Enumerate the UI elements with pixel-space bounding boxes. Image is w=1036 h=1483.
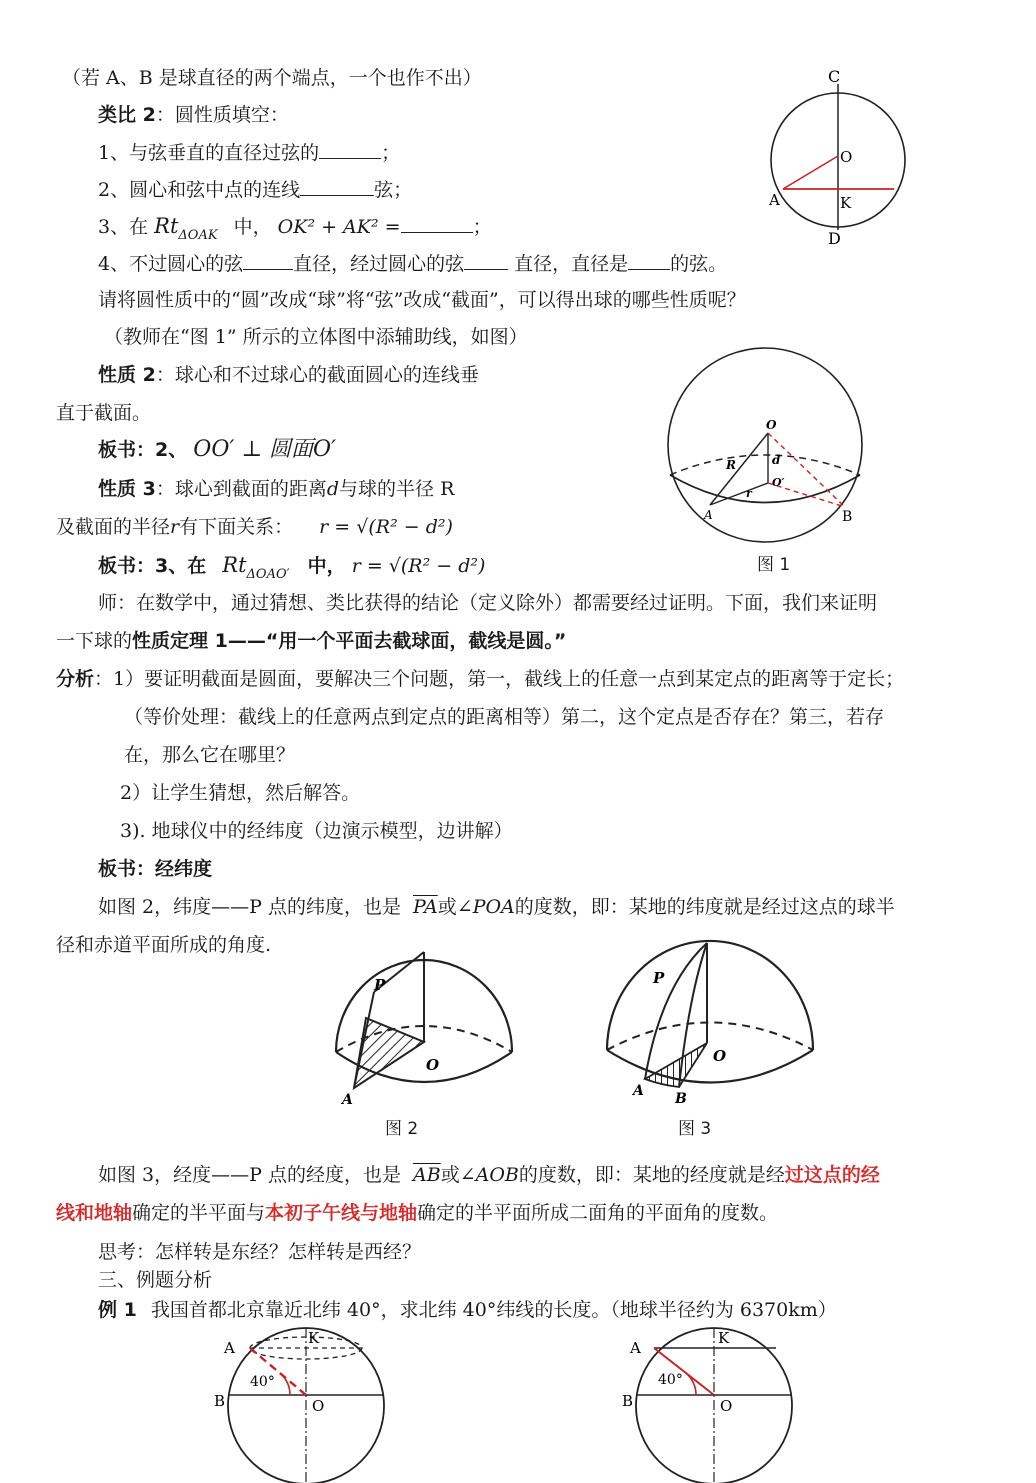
fig1-label-o: O [766,418,777,432]
blank-5[interactable] [464,249,508,270]
fill-item-3: 3、在 [98,216,149,238]
fig2-label-p: P [374,976,386,994]
property-3-label: 性质 3 [98,478,156,500]
label-d: D [828,229,841,248]
example-figure-left [210,1326,410,1483]
exr-angle: 40° [658,1372,683,1388]
distance-d: d [326,478,340,500]
fill-item-4c: 直径，直径是 [514,253,629,275]
label-a: A [769,191,780,209]
exr-label-o: O [720,1397,733,1415]
text-line-6 [98,249,727,278]
longitude-text-d: 确定的半平面与 [132,1202,266,1224]
text-line-24: 径和赤道平面所成的角度. [56,934,272,956]
text-line-26 [56,1199,778,1227]
exl-label-a: A [224,1339,235,1357]
blank-4[interactable] [243,249,293,270]
blank-3[interactable] [401,212,473,233]
fill-item-1: 1、与弦垂直的直径过弦的 [98,142,320,164]
analogy-2-text: ：圆性质填空： [155,104,289,126]
fill-item-4d: 的弦。 [670,253,728,275]
figure-3-hemisphere [595,935,820,1110]
fill-item-2: 2、圆心和弦中点的连线 [98,179,301,201]
angle-aob: ∠AOB [459,1164,519,1186]
property-2-text: ：球心和不过球心的截面圆心的连线垂 [155,364,479,386]
latitude-or: 或 [437,896,457,918]
analysis-label: 分析 [56,668,95,690]
figure-2-hemisphere [318,940,518,1115]
theorem-1: 性质定理 1——“用一个平面去截球面，截线是圆。” [132,630,567,652]
text-line-19: 在，那么它在哪里？ [124,744,296,766]
relation-text-a: 及截面的半径 [56,516,171,538]
board-3-mid: 中， [307,555,346,577]
example-figure-right [618,1326,818,1483]
text-line-4 [98,175,412,204]
longitude-text-a: 如图 3，经度——P 点的经度，也是 [98,1164,401,1186]
fill-item-4b: 直径，经过圆心的弦 [293,253,465,275]
fig1-label-b: B [842,509,853,525]
property-3-text-2: 与球的半径 R [339,478,455,500]
rt-subscript-2: ΔOAO′ [246,567,290,582]
fill-item-3-end: ； [472,216,492,238]
fill-item-4a: 4、不过圆心的弦 [98,253,244,275]
blank-6[interactable] [628,249,670,270]
fig3-label-p: P [653,969,665,987]
highlight-prime-meridian: 本初子午线与地轴 [265,1202,418,1224]
exr-label-a: A [630,1339,641,1357]
example-1-text: 我国首都北京靠近北纬 40°，求北纬 40°纬线的长度。（地球半径约为 6370km） [150,1299,837,1321]
fig1-label-r: r [746,487,752,500]
exl-angle: 40° [250,1374,275,1390]
fig2-label-o: O [426,1056,440,1074]
radius-formula-1: r = √(R² − d²) [319,516,453,538]
text-line-17 [56,665,904,693]
text-line-28: 三、例题分析 [98,1269,213,1291]
fig3-label-a: A [633,1083,644,1099]
figure-3-caption: 图 3 [678,1119,712,1139]
text-line-14 [98,551,485,583]
text-line-27: 思考：怎样转是东经？怎样转是西经？ [98,1241,422,1263]
text-line-13 [56,513,453,541]
longitude-text-e: 确定的半平面所成二面角的平面角的度数。 [417,1202,779,1224]
figure-1-caption: 图 1 [757,555,791,575]
text-line-9 [98,361,479,389]
text-line-18: （等价处理：截线上的任意两点到定点的距离相等）第二，这个定点是否存在？第三，若存 [124,706,885,728]
exr-label-k: K [718,1329,730,1347]
latitude-text-a: 如图 2，纬度——P 点的纬度，也是 [98,896,401,918]
text-line-23 [98,893,895,921]
arc-pa: $\overline{PA}$ [413,896,438,918]
circle-diagram [760,60,920,250]
latitude-text-c: 的度数，即：某地的纬度就是经过这点的球半 [514,896,895,918]
property-2-label: 性质 2 [98,364,156,386]
text-line-11 [98,436,336,464]
fig1-label-r-big: R [726,458,736,472]
text-line-29 [98,1296,837,1324]
text-line-12 [98,475,454,503]
longitude-or: 或 [440,1164,460,1186]
angle-poa: ∠POA [456,896,515,918]
longitude-text-c: 的度数，即：某地的经度就是经 [518,1164,785,1186]
label-k: K [840,194,852,212]
exl-label-b: B [214,1392,226,1410]
exl-label-k: K [308,1329,320,1347]
text-line-8: （教师在“图 1” 所示的立体图中添辅助线，如图） [104,326,528,348]
text-line-21: 3). 地球仪中的经纬度（边演示模型，边讲解） [120,820,513,842]
figure-1-sphere [660,345,880,585]
label-c: C [828,67,841,86]
fig1-label-a: A [704,508,713,522]
text-line-15: 师：在数学中，通过猜想、类比获得的结论（定义除外）都需要经过证明。下面，我们来证明 [98,592,878,614]
example-1-label: 例 1 [98,1299,137,1321]
board-latlong: 板书：经纬度 [98,858,213,880]
text-line-16 [56,627,566,655]
rt-symbol-2: Rt [222,553,247,577]
label-o: O [840,148,853,166]
exl-label-o: O [312,1397,325,1415]
rt-subscript: ΔOAK [178,228,218,243]
highlight-axis: 线和地轴 [56,1202,133,1224]
fill-item-3-mid: 中， [233,216,272,238]
text-line-20: 2）让学生猜想，然后解答。 [120,782,361,804]
fig3-label-b: B [675,1091,687,1107]
theorem-intro: 一下球的 [56,630,133,652]
fill-item-1-end: ； [381,142,401,164]
text-line-5 [98,212,492,244]
analogy-2-label: 类比 2 [98,104,156,126]
fig1-label-d: d [772,453,781,467]
analysis-text: ：1）要证明截面是圆面，要解决三个问题，第一，截线上的任意一点到某定点的距离等于定长； [94,668,905,690]
text-line-7: 请将圆性质中的“圆”改成“球”将“弦”改成“截面”，可以得出球的哪些性质呢？ [98,289,746,311]
text-line-25 [98,1161,880,1189]
pythagoras-equation: OK² + AK² = [277,216,401,238]
arc-ab: $\overline{AB}$ [413,1164,441,1186]
radius-r: r [170,516,180,538]
blank-2[interactable] [300,175,374,196]
fig1-label-o2: O′ [772,476,785,489]
text-line-3 [98,138,400,167]
fig2-label-a: A [342,1092,353,1108]
radius-formula-2: r = √(R² − d²) [351,555,486,577]
figure-2-caption: 图 2 [385,1119,419,1139]
fig3-label-o: O [713,1047,727,1065]
property-3-text: ：球心到截面的距离 [155,478,327,500]
exr-label-b: B [622,1392,634,1410]
highlight-meridian: 过这点的经 [784,1164,880,1186]
text-line-10: 直于截面。 [56,402,152,424]
relation-text-b: 有下面关系： [179,516,294,538]
fill-item-2-end: 弦； [374,179,413,201]
text-line-2 [98,101,289,129]
rt-symbol: Rt [154,214,179,238]
board-2-label: 板书：2、 [98,439,188,461]
board-3-label: 板书：3、在 [98,555,207,577]
text-line-1: （若 A、B 是球直径的两个端点，一个也作不出） [62,67,482,89]
blank-1[interactable] [319,138,381,159]
perpendicular-formula: OO′ ⊥ 圆面O′ [193,437,337,462]
